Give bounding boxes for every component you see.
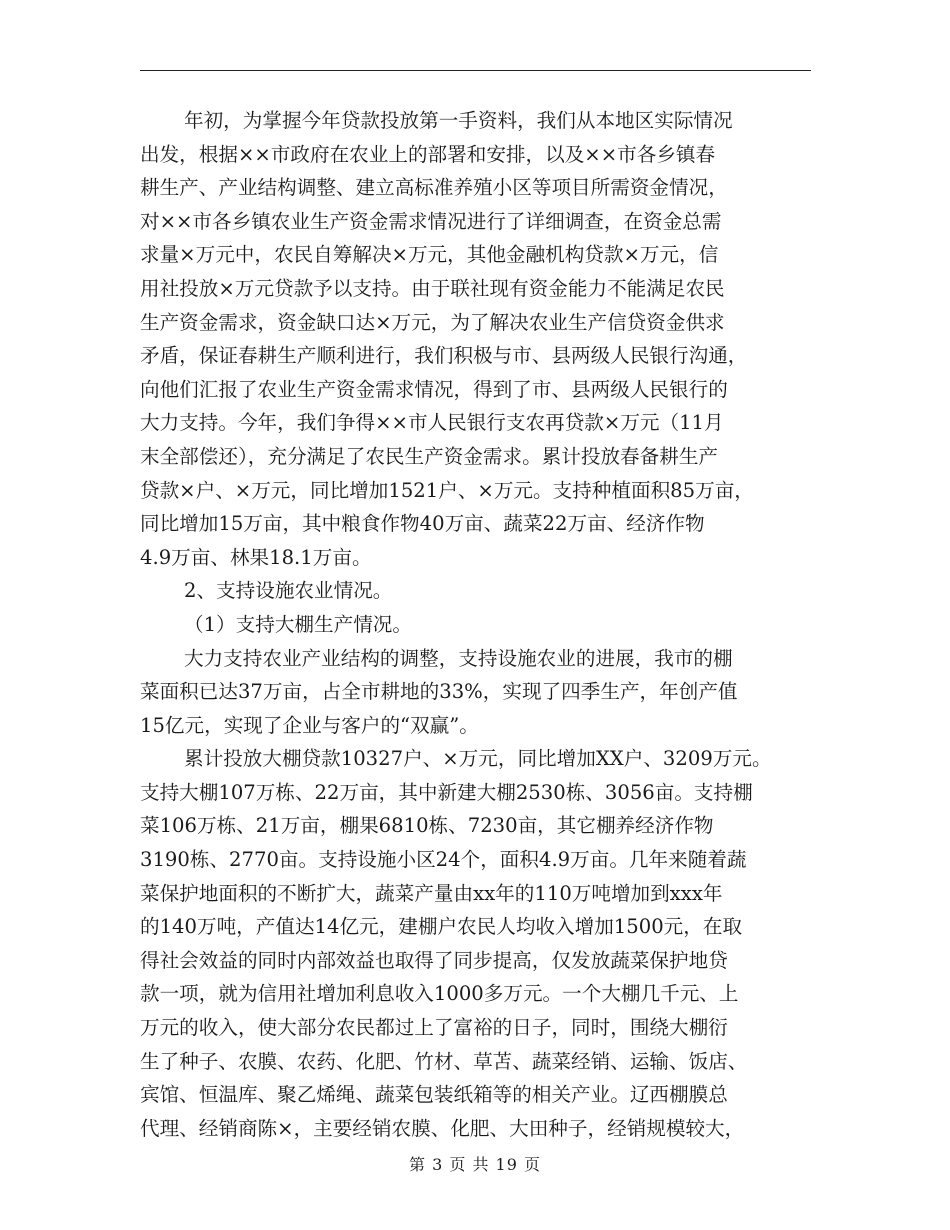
text-line: 用社投放×万元贷款予以支持。由于联社现有资金能力不能满足农民 bbox=[140, 276, 725, 300]
text-line: 得社会效益的同时内部效益也取得了同步提高，仅发放蔬菜保护地贷 bbox=[140, 948, 728, 972]
text-line: 生产资金需求，资金缺口达×万元，为了解决农业生产信贷资金供求 bbox=[140, 310, 725, 334]
text-line: 同比增加15万亩，其中粮食作物40万亩、蔬菜22万亩、经济作物 bbox=[140, 512, 705, 536]
text-line: 生了种子、农膜、农药、化肥、竹材、草苫、蔬菜经销、运输、饭店、 bbox=[140, 1049, 748, 1073]
text-line: 耕生产、产业结构调整、建立高标准养殖小区等项目所需资金情况， bbox=[140, 176, 728, 200]
text-line: 末全部偿还），充分满足了农民生产资金需求。累计投放春备耕生产 bbox=[140, 444, 719, 468]
text-line: 支持大棚107万栋、22万亩，其中新建大棚2530栋、3056亩。支持棚 bbox=[140, 780, 753, 804]
text-line: 出发，根据××市政府在农业上的部署和安排，以及××市各乡镇春 bbox=[140, 142, 716, 166]
text-line: 宾馆、恒温库、聚乙烯绳、蔬菜包装纸箱等的相关产业。辽西棚膜总 bbox=[140, 1083, 728, 1107]
text-line: 菜面积已达37万亩，占全市耕地的33%，实现了四季生产，年创产值 bbox=[140, 680, 738, 704]
text-line: 2、支持设施农业情况。 bbox=[184, 579, 393, 603]
text-line: 3190栋、2770亩。支持设施小区24个，面积4.9万亩。几年来随着蔬 bbox=[140, 848, 747, 872]
text-line: 的140万吨，产值达14亿元，建棚户农民人均收入增加1500元，在取 bbox=[140, 915, 743, 939]
text-line: 大力支持农业产业结构的调整，支持设施农业的进展，我市的棚 bbox=[184, 646, 733, 670]
text-line: 代理、经销商陈×，主要经销农膜、化肥、大田种子，经销规模较大， bbox=[140, 1116, 745, 1140]
text-line: 菜保护地面积的不断扩大，蔬菜产量由xx年的110万吨增加到xxx年 bbox=[140, 881, 723, 905]
text-line: 万元的收入，使大部分农民都过上了富裕的日子，同时，围绕大棚衍 bbox=[140, 1016, 728, 1040]
text-line: 大力支持。今年，我们争得××市人民银行支农再贷款×万元（11月 bbox=[140, 411, 724, 435]
document-body bbox=[140, 104, 830, 1145]
text-line: 菜106万栋、21万亩，棚果6810栋、7230亩，其它棚养经济作物 bbox=[140, 814, 714, 838]
text-line: 15亿元，实现了企业与客户的“双赢”。 bbox=[140, 713, 479, 737]
text-line: 贷款×户、×万元，同比增加1521户、×万元。支持种植面积85万亩， bbox=[140, 478, 754, 502]
text-line: 求量×万元中，农民自筹解决×万元，其他金融机构贷款×万元，信 bbox=[140, 243, 719, 267]
page-number: 第 3 页 共 19 页 bbox=[409, 1155, 541, 1174]
text-line: 款一项，就为信用社增加利息收入1000多万元。一个大棚几千元、上 bbox=[140, 982, 739, 1006]
text-line: （1）支持大棚生产情况。 bbox=[184, 612, 412, 636]
text-line: 4.9万亩、林果18.1万亩。 bbox=[140, 545, 372, 569]
header-rule bbox=[140, 70, 811, 71]
text-line: 累计投放大棚贷款10327户、×万元，同比增加XX户、3209万元。 bbox=[184, 747, 772, 771]
text-line: 矛盾，保证春耕生产顺利进行，我们积极与市、县两级人民银行沟通， bbox=[140, 344, 748, 368]
text-line: 年初，为掌握今年贷款投放第一手资料，我们从本地区实际情况 bbox=[184, 109, 733, 132]
text-line: 向他们汇报了农业生产资金需求情况，得到了市、县两级人民银行的 bbox=[140, 377, 728, 401]
text-line: 对××市各乡镇农业生产资金需求情况进行了详细调查，在资金总需 bbox=[140, 209, 722, 233]
